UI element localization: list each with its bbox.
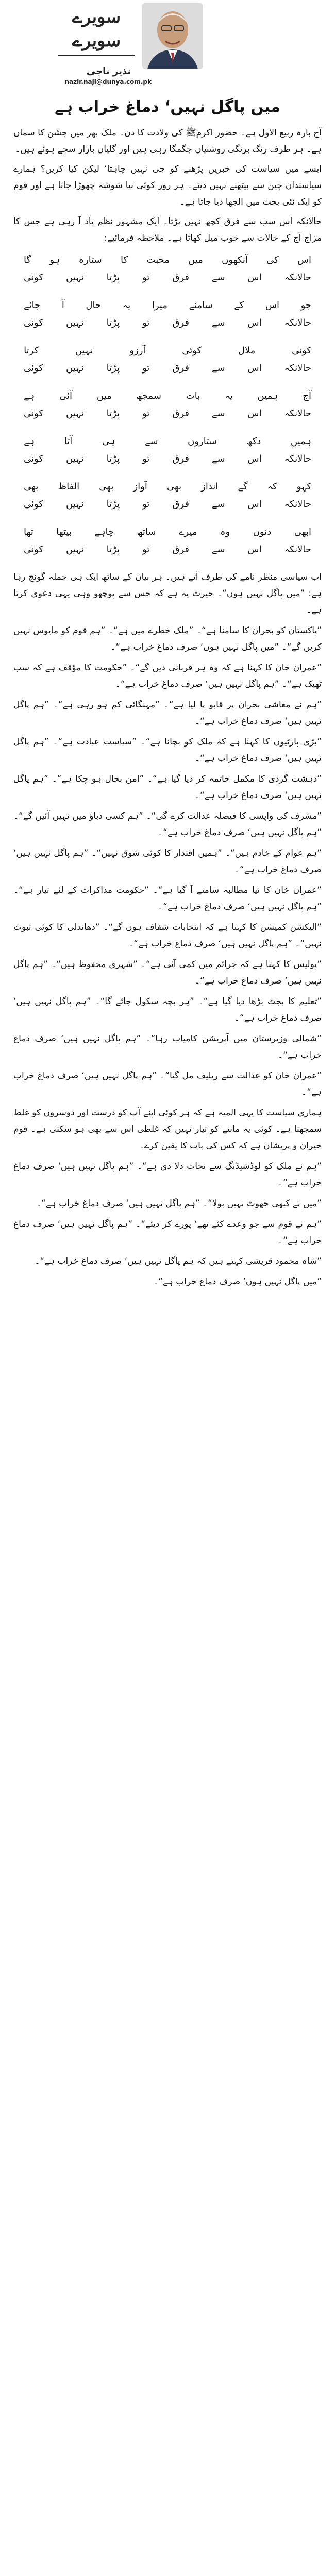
poem-word: اس [265,300,279,311]
poem-word: پڑتا [106,408,120,419]
poem-word: بات [186,391,200,401]
body-paragraph: ”ہم نے معاشی بحران پر قابو پا لیا ہے“۔ ”مہنگائی کم ہو رہی ہے“۔ ”ہم پاگل نہیں ہیں‘ صرف دماغ خراب ہے“۔ [13,700,322,726]
poem-word: اس [247,408,262,419]
poem-word: سے [211,272,225,283]
poem-verse [13,478,322,496]
poem-word: کوئی [24,544,43,555]
poem-word: اس [247,272,262,283]
poem-word: سے [211,363,225,374]
poem-stanza [13,387,322,422]
body-paragraph: ”شاہ محمود قریشی کہتے ہیں کہ ہم پاگل نہیں ہیں‘ صرف دماغ خراب ہے“۔ [35,1256,322,1266]
poem-word: دکھ [246,436,261,447]
poem-word: نہیں [75,345,93,356]
poem-word: کا [121,255,128,265]
poem-word: فرق [172,363,189,374]
poem-word: سے [211,453,225,464]
poem-verse [13,314,322,332]
poem-verse [13,269,322,286]
body-paragraph: ”ہم نے قوم سے جو وعدے کئے تھے‘ پورے کر دیئے“۔ ”ہم پاگل نہیں ہیں‘ صرف دماغ خراب ہے“۔ [13,1219,322,1246]
poem-word: کوئی [24,408,43,419]
poem-verse [13,405,322,422]
author-email: nazir.naji@dunya.com.pk [64,78,152,86]
body-paragraph: ”میں نے کبھی جھوٹ نہیں بولا“۔ ”ہم پاگل نہیں ہیں‘ صرف دماغ خراب ہے“۔ [36,1198,322,1209]
poem-word: حالانکہ [284,408,311,419]
poem-word: اس [247,363,262,374]
poem-word: بھی [166,481,182,492]
poem-word: دنوں [253,527,272,537]
poem-stanza [13,297,322,332]
intro-paragraph: آج بارہ ربیع الاول ہے۔ حضور اکرمﷺ کی ولادت کا دن۔ ملک بھر میں جشن کا سماں ہے۔ ہر طرف رنگ برنگی روشنیاں جگمگا رہی ہیں اور گلیاں بازار سجے ہوئے ہیں۔ [13,128,322,155]
poem-word: حالانکہ [284,317,311,328]
poem-word: حال [86,300,102,311]
masthead-rule [58,55,135,56]
poem-word: بھی [99,481,114,492]
poem-word: سے [144,436,158,447]
poem-word: سے [211,317,225,328]
poem-word: سے [211,544,225,555]
poem-word: ستارہ [78,255,102,265]
poem-word: پڑتا [106,453,120,464]
body-paragraph: ”عمران خان کو عدالت سے ریلیف مل گیا“۔ ”ہم پاگل نہیں ہیں‘ صرف دماغ خراب ہے“۔ [13,1071,322,1097]
poem-word: ملال [238,345,256,356]
body-paragraph: ”ہم نے ملک کو لوڈشیڈنگ سے نجات دلا دی ہے“۔ ”ہم پاگل نہیں ہیں‘ صرف دماغ خراب ہے“۔ [13,1161,322,1188]
poem-word: اس [247,453,262,464]
poem-word: کوئی [24,499,43,510]
author-portrait-icon [142,3,203,69]
poem-stanza [13,433,322,468]
poem-word: یہ [122,300,131,311]
body-paragraph: ”بڑی پارٹیوں کا کہنا ہے کہ ملک کو بچانا ہے“۔ ”سیاست عبادت ہے“۔ ”ہم پاگل نہیں ہیں‘ صرف دماغ خراب ہے“۔ [13,737,322,764]
body-paragraph: ”تعلیم کا بجٹ بڑھا دیا گیا ہے“۔ ”ہر بچہ سکول جائے گا“۔ ”ہم پاگل نہیں ہیں‘ صرف دماغ خراب ہے“۔ [13,996,322,1023]
poem-word: یہ [225,391,233,401]
poem-verse [13,450,322,468]
poem-word: اس [297,255,311,265]
poem-word: تو [142,408,150,419]
poem-word: وہ [220,527,230,537]
poem-word: نہیں [65,363,84,374]
poem-verse [13,387,322,405]
poem-word: نہیں [65,499,84,510]
poem-word: انداز [201,481,219,492]
poem-verse [13,251,322,269]
poem-verse [13,433,322,450]
poem-word: نہیں [65,544,84,555]
poem-verse [13,360,322,377]
poem-word: فرق [172,408,189,419]
poem-word: حالانکہ [284,544,311,555]
poem-verse [13,541,322,558]
masthead [53,5,140,62]
poem-word: گا [24,255,31,265]
poem-word: کوئی [292,345,311,356]
headline: میں پاگل نہیں‘ دماغ خراب ہے [55,98,280,116]
poem-word: میرے [178,527,197,537]
poem-word: پڑتا [106,363,120,374]
poem-word: جائے [24,300,41,311]
poem-word: فرق [172,272,189,283]
poem-word: کرتا [24,345,39,356]
body-paragraph: ”مشرف کی واپسی کا فیصلہ عدالت کرے گی“۔ ”ہم کسی دباؤ میں نہیں آئیں گے“۔ ”ہم پاگل نہیں ہیں‘ صرف دماغ خراب ہے“۔ [13,811,322,838]
poem-word: میں [188,255,203,265]
poem-word: بیٹھا [56,527,72,537]
poem-word: کہو [296,481,311,492]
poem-word: آتا [64,436,73,447]
poem-verse [13,297,322,314]
poem-verse [13,342,322,360]
poem-word: آئی [59,391,73,401]
poem-word: کوئی [24,453,43,464]
poem-word: ہی [102,436,115,447]
poem [13,251,322,558]
poem-word: فرق [172,317,189,328]
poem-word: جو [300,300,311,311]
poem-word: آواز [133,481,147,492]
poem-word: سے [211,408,225,419]
body-paragraph: اب سیاسی منظر نامے کی طرف آتے ہیں۔ ہر بیان کے ساتھ ایک ہی جملہ گونج رہا ہے: ”میں پاگل نہیں ہوں“۔ حیرت یہ ہے کہ جس سے پوچھو وہی یہی دعویٰ کرتا ہے۔ [13,572,322,615]
poem-verse [13,496,322,513]
poem-word: حالانکہ [284,499,311,510]
poem-word: نہیں [65,408,84,419]
body-paragraph: ”ہم عوام کے خادم ہیں“۔ ”ہمیں اقتدار کا کوئی شوق نہیں“۔ ”ہم پاگل نہیں ہیں‘ صرف دماغ خراب ہے“۔ [13,848,322,875]
intro-paragraph: حالانکہ اس سب سے فرق کچھ نہیں پڑتا۔ ایک مشہور نظم یاد آ رہی ہے جس کا مزاج آج کے حالات سے خوب میل کھاتا ہے۔ ملاحظہ فرمائیے: [13,216,322,243]
body-paragraph: ”شمالی وزیرستان میں آپریشن کامیاب رہا“۔ ”ہم پاگل نہیں ہیں‘ صرف دماغ خراب ہے“۔ [13,1033,322,1060]
body-paragraph: ”دہشت گردی کا مکمل خاتمہ کر دیا گیا ہے“۔ ”امن بحال ہو چکا ہے“۔ ”ہم پاگل نہیں ہیں‘ صرف دماغ خراب ہے“۔ [13,774,322,801]
poem-word: کی [266,255,279,265]
poem-word: ہے [24,436,35,447]
poem-word: کوئی [24,272,43,283]
poem-word: آج [303,391,311,401]
poem-stanza [13,523,322,558]
poem-word: ہمیں [257,391,278,401]
poem-word: سمجھ [136,391,161,401]
poem-word: آنکھوں [222,255,248,265]
poem-word: تو [142,453,150,464]
poem-word: فرق [172,499,189,510]
poem-word: کوئی [182,345,202,356]
poem-word: پڑتا [106,544,120,555]
poem-word: تو [142,499,150,510]
poem-word: ہے [24,391,35,401]
poem-word: سے [211,499,225,510]
poem-word: فرق [172,544,189,555]
body-section [13,569,322,1290]
poem-word: حالانکہ [284,272,311,283]
author-photo [142,3,203,69]
poem-word: پڑتا [106,317,120,328]
poem-word: میں [96,391,112,401]
poem-word: الفاظ [58,481,80,492]
poem-word: بھی [24,481,39,492]
poem-stanza [13,251,322,286]
poem-word: تو [142,272,150,283]
poem-word: حالانکہ [284,363,311,374]
poem-word: نہیں [65,453,84,464]
poem-word: اس [247,544,262,555]
body-paragraph: ہماری سیاست کا یہی المیہ ہے کہ ہر کوئی اپنے آپ کو درست اور دوسروں کو غلط سمجھتا ہے۔ کوئی یہ ماننے کو تیار نہیں کہ غلطی اس سے بھی ہو سکتی ہے۔ قوم حیران و پریشان ہے کہ کس کی بات کا یقین کرے۔ [13,1108,322,1151]
body-paragraph: ”الیکشن کمیشن کا کہنا ہے کہ انتخابات شفاف ہوں گے“۔ ”دھاندلی کا کوئی ثبوت نہیں“۔ ”ہم پاگل نہیں ہیں‘ صرف دماغ خراب ہے“۔ [13,922,322,949]
column-header [13,0,322,88]
poem-word: آرزو [129,345,146,356]
poem-word: تو [142,544,150,555]
poem-word: ابھی [294,527,311,537]
intro-paragraph: ایسے میں سیاست کی خبریں پڑھنے کو جی نہیں چاہتا‘ لیکن کیا کریں؟ ہمارے سیاستدان چین سے بیٹھنے نہیں دیتے۔ ہر روز کوئی نیا شوشہ چھوڑا جاتا ہے اور قوم کو ایک نئی بحث میں الجھا دیا جاتا ہے۔ [13,164,322,207]
poem-stanza [13,478,322,513]
body-paragraph: ”میں پاگل نہیں ہوں‘ صرف دماغ خراب ہے“۔ [153,1277,322,1287]
body-paragraph: ”پولیس کا کہنا ہے کہ جرائم میں کمی آئی ہے“۔ ”شہری محفوظ ہیں“۔ ”ہم پاگل نہیں ہیں‘ صرف دماغ خراب ہے“۔ [13,959,322,986]
poem-word: اس [247,499,262,510]
poem-word: نہیں [65,272,84,283]
poem-stanza [13,342,322,377]
poem-word: ساتھ [137,527,156,537]
poem-word: کہ [267,481,277,492]
poem-word: تو [142,363,150,374]
poem-word: ہمیں [290,436,311,447]
poem-word: میرا [152,300,167,311]
poem-word: نہیں [65,317,84,328]
body-paragraph: ”پاکستان کو بحران کا سامنا ہے“۔ ”ملک خطرے میں ہے“۔ ”ہم قوم کو مایوس نہیں کریں گے“۔ ”میں پاگل نہیں ہوں‘ صرف دماغ خراب ہے“۔ [13,625,322,652]
intro-section [13,125,322,246]
masthead-title: سویرے سویرے [72,7,121,51]
poem-word: ستاروں [188,436,217,447]
poem-word: پڑتا [106,272,120,283]
poem-word: گے [238,481,248,492]
poem-word: فرق [172,453,189,464]
poem-verse [13,523,322,541]
poem-word: اس [247,317,262,328]
poem-word: پڑتا [106,499,120,510]
poem-word: محبت [146,255,170,265]
body-paragraph: ”عمران خان کا کہنا ہے کہ وہ ہر قربانی دیں گے“۔ ”حکومت کا مؤقف ہے کہ سب ٹھیک ہے“۔ ”ہم پاگل نہیں ہیں‘ صرف دماغ خراب ہے“۔ [13,663,322,689]
poem-word: حالانکہ [284,453,311,464]
poem-word: تو [142,317,150,328]
poem-word: کوئی [24,317,43,328]
poem-word: آ [61,300,64,311]
body-paragraph: ”عمران خان کا نیا مطالبہ سامنے آ گیا ہے“۔ ”حکومت مذاکرات کے لئے تیار ہے“۔ ”ہم پاگل نہیں ہیں‘ صرف دماغ خراب ہے“۔ [13,885,322,912]
poem-word: تھا [24,527,34,537]
poem-word: چاہے [94,527,114,537]
poem-word: ہو [49,255,60,265]
poem-word: کے [234,300,244,311]
author-name: نذیر ناجی [86,66,131,77]
poem-word: سامنے [189,300,213,311]
poem-word: کوئی [24,363,43,374]
